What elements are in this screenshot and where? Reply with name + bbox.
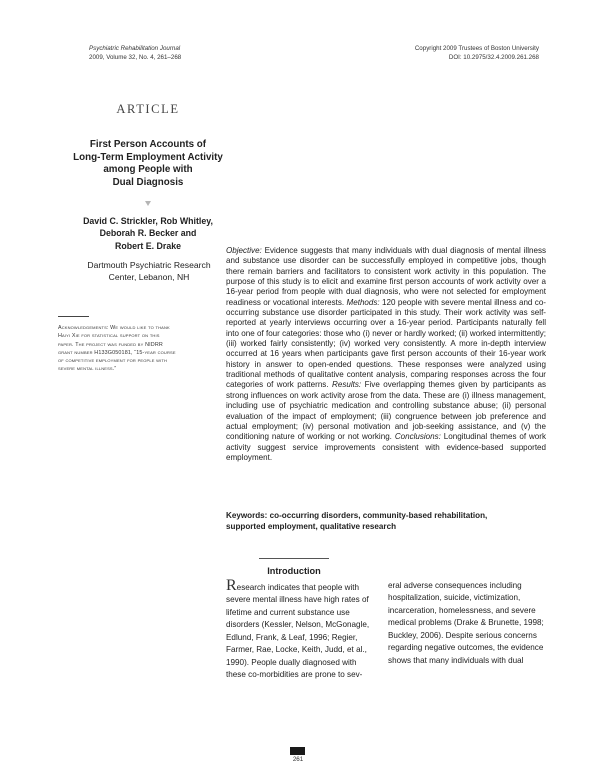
keywords-text: co-occurring disorders, community-based rehabilitation, supported employment, qualitative research — [226, 511, 488, 531]
affiliation — [64, 259, 234, 284]
body-text: esearch indicates that people with severe mental illness have high rates of lifetime and current substance use disorders (Kessler, Nelson, McGonagle, Edlund, Frank, & Leaf, 1996; Regier, Farmer, Rae, Locke, Keith, Judd, et al., 1990). People dually diagnosed with these co-morbidities are prone to sev- — [226, 583, 370, 680]
article-title — [55, 139, 241, 189]
author-line: Robert E. Drake — [115, 240, 181, 251]
acknowledgements-rule — [58, 316, 89, 317]
conclusions-label: Conclusions: — [394, 432, 441, 442]
ack-line: severe mental illness.” — [58, 366, 117, 373]
triangle-divider-icon — [145, 201, 151, 206]
abstract — [226, 246, 546, 463]
ack-line: Haiyi Xie for statistical support on this — [58, 333, 160, 340]
results-label: Results: — [332, 380, 362, 390]
running-header-left — [89, 44, 181, 62]
title-line: among People with — [103, 164, 193, 176]
keywords-label: Keywords: — [226, 511, 268, 520]
body-column-left — [226, 577, 370, 682]
objective-label: Objective: — [226, 246, 262, 255]
methods-text: 120 people with severe mental illness and co-occurring substance use disorder participated in this study. Their work activity was self-reported at yearly interviews occurring over a 16-year period. Participants naturally fell into one of four categories: those who (i) never or hardly worked; (ii) worked intermittently; (iii) worked fairly consistently; (iv) worked very consistently. A more in-depth interview occurred at 16 years when participants gave first person accounts of their 16-year work history in answer to open-ended questions. These responses were analyzed using traditional methods of qualitative content analysis, comparing responses across the four categories of work patterns. — [226, 297, 546, 390]
ack-line: paper. The project was funded by NIDRR — [58, 341, 163, 348]
keywords — [226, 511, 526, 532]
body-column-right — [388, 580, 546, 667]
affiliation-line: Center, Lebanon, NH — [108, 272, 190, 283]
title-line: Dual Diagnosis — [112, 176, 184, 188]
section-heading-introduction: Introduction — [267, 566, 321, 576]
title-line: Long-Term Employment Activity — [73, 151, 223, 163]
article-type-label: ARTICLE — [116, 102, 180, 116]
drop-cap: R — [226, 577, 237, 594]
methods-label: Methods: — [346, 297, 380, 307]
title-line: First Person Accounts of — [89, 139, 207, 150]
affiliation-line: Dartmouth Psychiatric Research — [87, 260, 211, 270]
body-text: eral adverse consequences including hospitalization, suicide, victimization, incarceration, homelessness, and severe medical problems (Drake & Brunette, 1998; Buckley, 2006). Despite serious concerns regarding negative outcomes, the evidence shows that many individuals with dual — [388, 581, 544, 665]
ack-line: of competitive employment for people with — [58, 358, 167, 365]
results-text: Five overlapping themes given by participants as strong influences on work activity arose from the data. These are (i) illness management, including use of psychiatric medication and controlling substance abuse; (ii) personal evaluation of the impact of employment; (iii) congruence between job preference and actual employment; (iv) personal motivation and job-seeking assistance, and (v) the conditioning nature of working or not working. — [226, 380, 546, 442]
journal-name: Psychiatric Rehabilitation Journal — [89, 45, 181, 52]
author-line: Deborah R. Becker and — [99, 228, 197, 239]
running-header-right — [415, 44, 539, 62]
author-line: David C. Strickler, Rob Whitley, — [83, 216, 213, 226]
acknowledgements — [58, 324, 223, 374]
copyright-notice: Copyright 2009 Trustees of Boston University — [414, 45, 539, 52]
volume-info: 2009, Volume 32, No. 4, 261–268 — [89, 54, 182, 61]
doi: DOI: 10.2975/32.4.2009.261.268 — [448, 54, 539, 61]
page-number: 261 — [292, 756, 304, 763]
ack-line: grant number H133G050181, “15-year course — [58, 349, 176, 356]
author-list — [60, 215, 236, 252]
conclusions-text: Longitudinal themes of work activity suggest service improvements consistent with evidence-based supported employment. — [226, 432, 546, 462]
objective-text: Evidence suggests that many individuals with dual diagnosis of mental illness and substance use disorder can be successfully employed in competitive jobs, though there remain barriers and facilitators to consistent work activity in this population. The purpose of this study is to elicit and examine first person accounts of work activity over a 16-year period from people with dual diagnosis, who were not selected for employment readiness or vocational interests. — [226, 246, 546, 307]
page-footer-mark — [290, 747, 305, 755]
section-rule — [259, 558, 329, 559]
ack-line: Acknowledgements: We would like to thank — [58, 325, 170, 331]
